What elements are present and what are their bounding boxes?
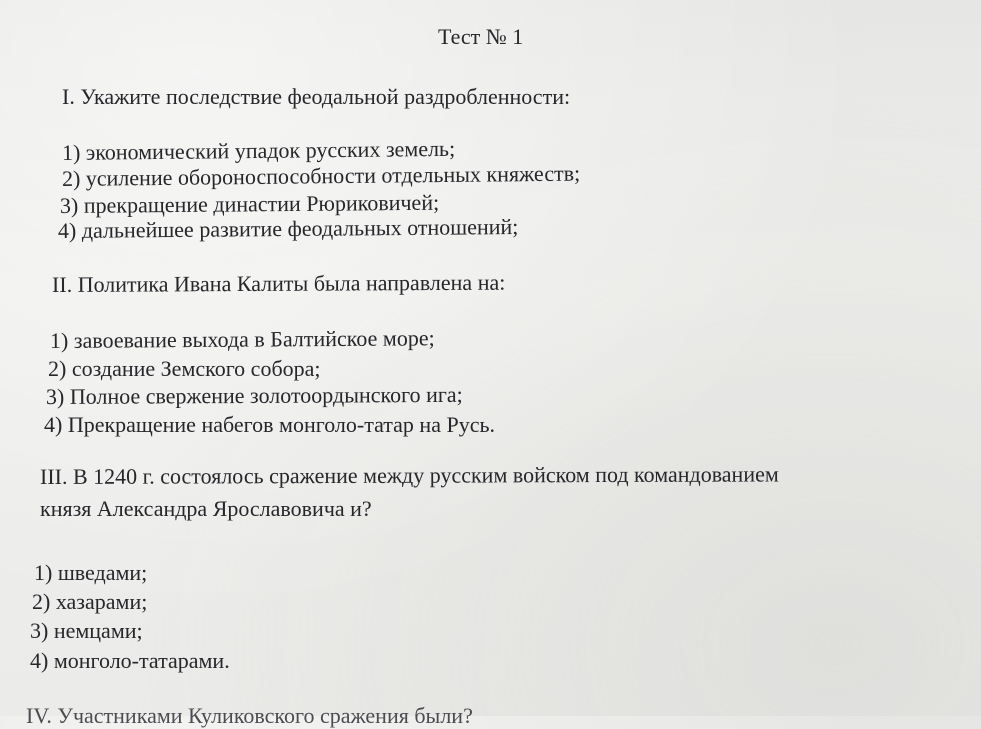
question-2-option-4: 4) Прекращение набегов монголо-татар на Русь. bbox=[44, 412, 495, 437]
question-4-text: IV. Участниками Куликовского сражения были? bbox=[26, 703, 473, 728]
question-3-text-line-2: князя Александра Ярославовича и? bbox=[40, 496, 372, 521]
question-1-option-1: 1) экономический упадок русских земель; bbox=[61, 135, 456, 165]
question-1-option-3: 3) прекращение династии Рюриковичей; bbox=[59, 189, 440, 218]
question-3-option-1: 1) шведами; bbox=[34, 560, 148, 585]
question-3-option-2: 2) хазарами; bbox=[32, 589, 148, 614]
question-3-text-line-1: III. В 1240 г. состоялось сражение между русским войском под командованием bbox=[39, 461, 779, 489]
question-2-option-2: 2) создание Земского собора; bbox=[48, 356, 321, 381]
question-2-option-3: 3) Полное свержение золотоордынского ига; bbox=[45, 381, 463, 409]
question-1-text: I. Укажите последствие феодальной раздробленности: bbox=[62, 84, 571, 109]
question-2-text: II. Политика Ивана Калиты была направлена на: bbox=[51, 269, 506, 297]
test-title: Тест № 1 bbox=[438, 24, 524, 49]
question-3-option-4: 4) монголо-татарами. bbox=[30, 648, 230, 673]
question-2-option-1: 1) завоевание выхода в Балтийское море; bbox=[49, 325, 435, 353]
question-1-option-4: 4) дальнейшее развитие феодальных отношений; bbox=[57, 213, 519, 243]
question-1-option-2: 2) усиление обороноспособности отдельных княжеств; bbox=[61, 160, 581, 191]
question-3-option-3: 3) немцами; bbox=[30, 618, 143, 643]
